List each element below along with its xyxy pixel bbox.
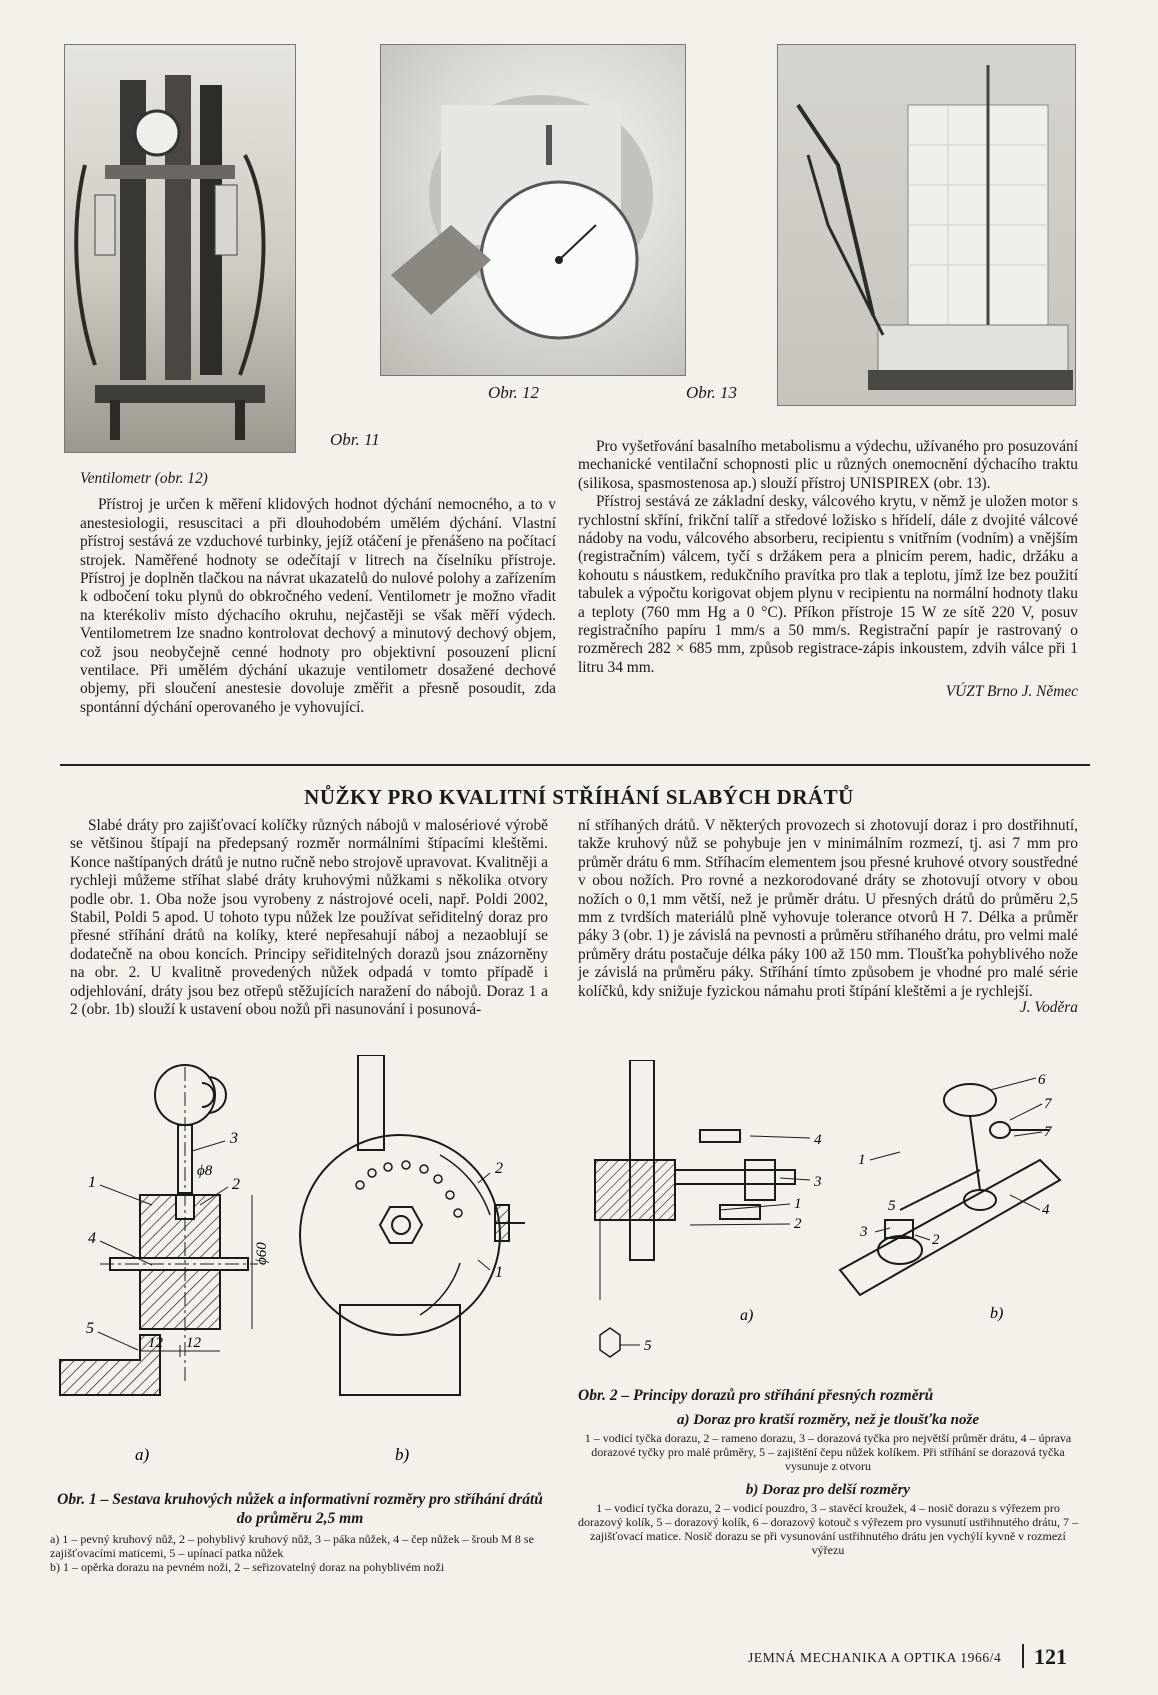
fig2b-num-7-top: 7: [1044, 1096, 1052, 1112]
fig12-label: Obr. 12: [488, 383, 540, 402]
article2-left-column: [70, 817, 548, 1019]
caption-fig2-sub-a: a) Doraz pro kratší rozměry, než je tloušťka nože: [676, 1412, 980, 1428]
photo-fig12-ventilometer: [380, 44, 686, 376]
caption-fig2: [578, 1386, 1078, 1557]
fig1b-label: b): [395, 1445, 410, 1464]
fig1a-num-1: 1: [88, 1174, 96, 1191]
caption-fig2-title: Obr. 2 – Principy dorazů pro stříhání přesných rozměrů: [578, 1387, 934, 1404]
fig1a-num-3: 3: [230, 1130, 238, 1147]
fig2a-num-5: 5: [644, 1338, 652, 1354]
fig2b-stop: [840, 1084, 1060, 1295]
fig2a-label: a): [740, 1307, 754, 1324]
fig2b-num-3: 3: [860, 1224, 868, 1240]
fig2a-num-4: 4: [814, 1132, 822, 1148]
fig2b-num-7-bottom: 7: [1044, 1124, 1052, 1140]
footer-page-number: 121: [1034, 1644, 1067, 1669]
fig2b-num-1: 1: [858, 1152, 866, 1168]
fig1a-dim-12-right: 12: [186, 1335, 201, 1351]
fig2b-num-5: 5: [888, 1198, 896, 1214]
article1-right-column: [578, 438, 1078, 702]
fig2b-num-6: 6: [1038, 1072, 1046, 1088]
fig1a-dim-phi8: ϕ8: [197, 1163, 213, 1179]
fig2a-num-2: 2: [794, 1216, 802, 1232]
drawing-fig2: [570, 1060, 1090, 1380]
footer-journal: JEMNÁ MECHANIKA A OPTIKA 1966/4: [748, 1650, 1002, 1665]
photo-fig11-anesthesia-apparatus: [64, 44, 296, 453]
fig2a-num-1: 1: [794, 1196, 802, 1212]
article1-right-paragraph-1: Pro vyšetřování basalního metabolismu a výdechu, užívaného pro posuzování mechanické ventilační schopnosti plic u různých onemocnění dýchacího traktu (silikosa, spasmostenosa ap.) slouží přístroj UNISPIREX (obr. 13).: [578, 438, 1078, 492]
fig2a-num-3: 3: [814, 1174, 822, 1190]
caption-fig1-title: Obr. 1 – Sestava kruhových nůžek a informativní rozměry pro stříhání drátů do průměru 2,5 mm: [57, 1491, 543, 1527]
fig1a-num-2: 2: [232, 1176, 240, 1193]
article1-heading: Ventilometr (obr. 12): [80, 470, 208, 487]
caption-fig1-line-b: b) 1 – opěrka dorazu na pevném noži, 2 – seřizovatelný doraz na pohyblivém noži: [50, 1560, 445, 1574]
article1-left-text: Přístroj je určen k měření klidových hodnot dýchání nemocného, a to v anestesiologii, resuscitaci a při dlouhodobém umělém dýchání. Vlastní přístroj sestává ze vzduchové turbinky, jejíž otáčení je přenášeno na počítací strojek. Naměřené hodnoty se odečítají v litrech na číselníku přístroje. Přístroj je doplněn tlačkou na návrat ukazatelů do nulové polohy a zařízením k odbočení toku plynů do obkročného vedení. Ventilometr je možno vřadit na kterékoliv místo dýchacího okruhu, nejčastěji se však měří výdech. Ventilometrem lze snadno kontrolovat dechový a minutový dechový objem, což jsou neobyčejně cenné hodnoty pro objektivní posouzení plicní ventilace. Při umělém dýchání ukazuje ventilometr dosažené dechové objemy, při sloučení anestesie dovoluje změřit a přesně posoudit, zda spontánní dýchání operovaného je vyhovující.: [80, 496, 556, 716]
article2-left-text: Slabé dráty pro zajišťovací kolíčky různých nábojů v malosériové výrobě se většinou štípají na předepsaný rozměr normálními štípacími kleštěmi. Konce naštípaných drátů je nutno ručně nebo strojově upravovat. Kvalitněji a rychleji můžeme stříhat slabé dráty kruhovými nůžkami s několika otvory podle obr. 1. Oba nože jsou vyrobeny z nástrojové oceli, např. Poldi 2002, Stabil, Poldi 5 apod. U tohoto typu nůžek lze používat seřiditelný doraz pro přesné stříhání drátů na kolíky, které nepřesahují náboj a nezaoblují se dodatečně na obou koncích. Principy seřiditelných dorazů jsou znázorněny na obr. 2. U kvalitně provedených nůžek odpadá v tomto případě i odjehlování, dráty jsou bez otřepů stěžujících naražení do nábojů. Doraz 1 a 2 (obr. 1b) slouží k ustavení obou nožů při nasunování i posunová-: [70, 817, 548, 1019]
article2-title: NŮŽKY PRO KVALITNÍ STŘÍHÁNÍ SLABÝCH DRÁTŮ: [304, 785, 854, 809]
footer-separator: [1022, 1644, 1024, 1668]
fig11-label: Obr. 11: [330, 430, 380, 449]
fig1a-num-5: 5: [86, 1320, 94, 1337]
caption-fig2-text-b: 1 – vodicí tyčka dorazu, 2 – vodicí pouzdro, 3 – stavěcí kroužek, 4 – nosič dorazu s výřezem pro dorazový kolík, 5 – dorazový kolík, 6 – dorazový kotouč s výřezem pro vysunutí ustřihnutého drátu, 7 – zajišťovací matice. Nosič dorazu se při vysunování ustřihnutého drátu jen vychýlí kyvně v rozmezí výřezu: [578, 1501, 1078, 1557]
fig1a-label: a): [135, 1445, 150, 1464]
caption-fig1-line-a: a) 1 – pevný kruhový nůž, 2 – pohyblivý kruhový nůž, 3 – páka nůžek, 4 – čep nůžek – šroub M 8 se zajišťovacími maticemi, 5 – upínací patka nůžek: [50, 1532, 534, 1560]
article1-right-paragraph-2: Přístroj sestává ze základní desky, válcového krytu, v němž je uložen motor s rychlostní skříní, frikční talíř a středové ložisko s hřídelí, dále z dvojité válcové nádoby na vodu, válcového absorberu, recipientu s vnitřním (vodním) a vnějším (registračním) válcem, tyčí s držákem pera a plnicím perem, hadic, držáku a kohoutu s náustkem, redukčního pravítka pro tlak a teplotu, jímž lze bez použití tabulek a výpočtu korigovat objem plynu v recipientu na normální hodnoty tlaku a teploty (760 mm Hg a 0 °C). Příkon přístroje 15 W ze sítě 220 V, posuv registračního papíru 1 mm/s a 50 mm/s. Registrační papír je rastrovaný o rozměrech 282 × 685 mm, způsob registrace-zápis inkoustem, zdvih válce při 1 litru 34 mm.: [578, 493, 1078, 676]
caption-fig1: [50, 1490, 550, 1574]
caption-fig2-sub-b: b) Doraz pro delší rozměry: [745, 1482, 911, 1498]
drawing-fig1: [40, 1055, 560, 1485]
article1-left-column: [80, 470, 556, 717]
fig1b-num-2: 2: [495, 1160, 503, 1177]
fig1a-dim-phi60: ϕ60: [254, 1242, 270, 1265]
fig1a-dim-12-left: 12: [148, 1335, 163, 1351]
article2-right-text: ní stříhaných drátů. V některých provozech si zhotovují doraz i pro dostřihnutí, takže kruhový nůž se pohybuje jen v minimálním rozmezí, tj. asi 7 mm pro průměr drátu 6 mm. Stříhacím elementem jsou přesné kruhové otvory soustředné v obou nožích. Pro rovné a nezkorodované dráty se zhotovují otvory v obou nožích o 0,1 mm větší, než je průměr drátu. U přesných drátů do průměru 2,5 mm z tvrdších materiálů plně vyhovuje tolerance otvorů H 7. Délka a průměr páky 3 (obr. 1) je závislá na pevnosti a průměru stříhaného drátu, pro velmi malé průměry drátu postačuje délka páky 100 až 150 mm. Tloušťka pohyblivého nože je závislá na průměru páky. Stříhání tímto způsobem je vhodné pro malé série kolíčků, kdy snižuje fyzickou námahu proti štípání kleštěmi a je rychlejší.: [578, 817, 1078, 1000]
article2-right-column: [578, 817, 1078, 1017]
fig2b-num-2: 2: [932, 1232, 940, 1248]
fig13-label: Obr. 13: [686, 383, 738, 402]
fig2a-stop: [595, 1060, 795, 1357]
fig1b-front-view: [300, 1055, 525, 1395]
article2-signature: J. Voděra: [1019, 999, 1078, 1017]
section-divider: [60, 764, 1090, 766]
photo-fig13-unispirex: [777, 44, 1076, 406]
fig1a-num-4: 4: [88, 1230, 96, 1247]
fig1b-num-1: 1: [495, 1264, 503, 1281]
caption-fig2-text-a: 1 – vodicí tyčka dorazu, 2 – rameno dorazu, 3 – dorazová tyčka pro největší průměr drátu, 4 – úprava dorazové tyčky pro malé průměry, 5 – zajištění čepu nůžek kolíkem. Při stříhání se dorazová tyčka vysunuje z otvoru: [584, 1431, 1072, 1473]
fig2b-num-4: 4: [1042, 1202, 1050, 1218]
fig2b-label: b): [990, 1305, 1004, 1322]
article1-signature: VÚZT Brno J. Němec: [945, 683, 1078, 701]
